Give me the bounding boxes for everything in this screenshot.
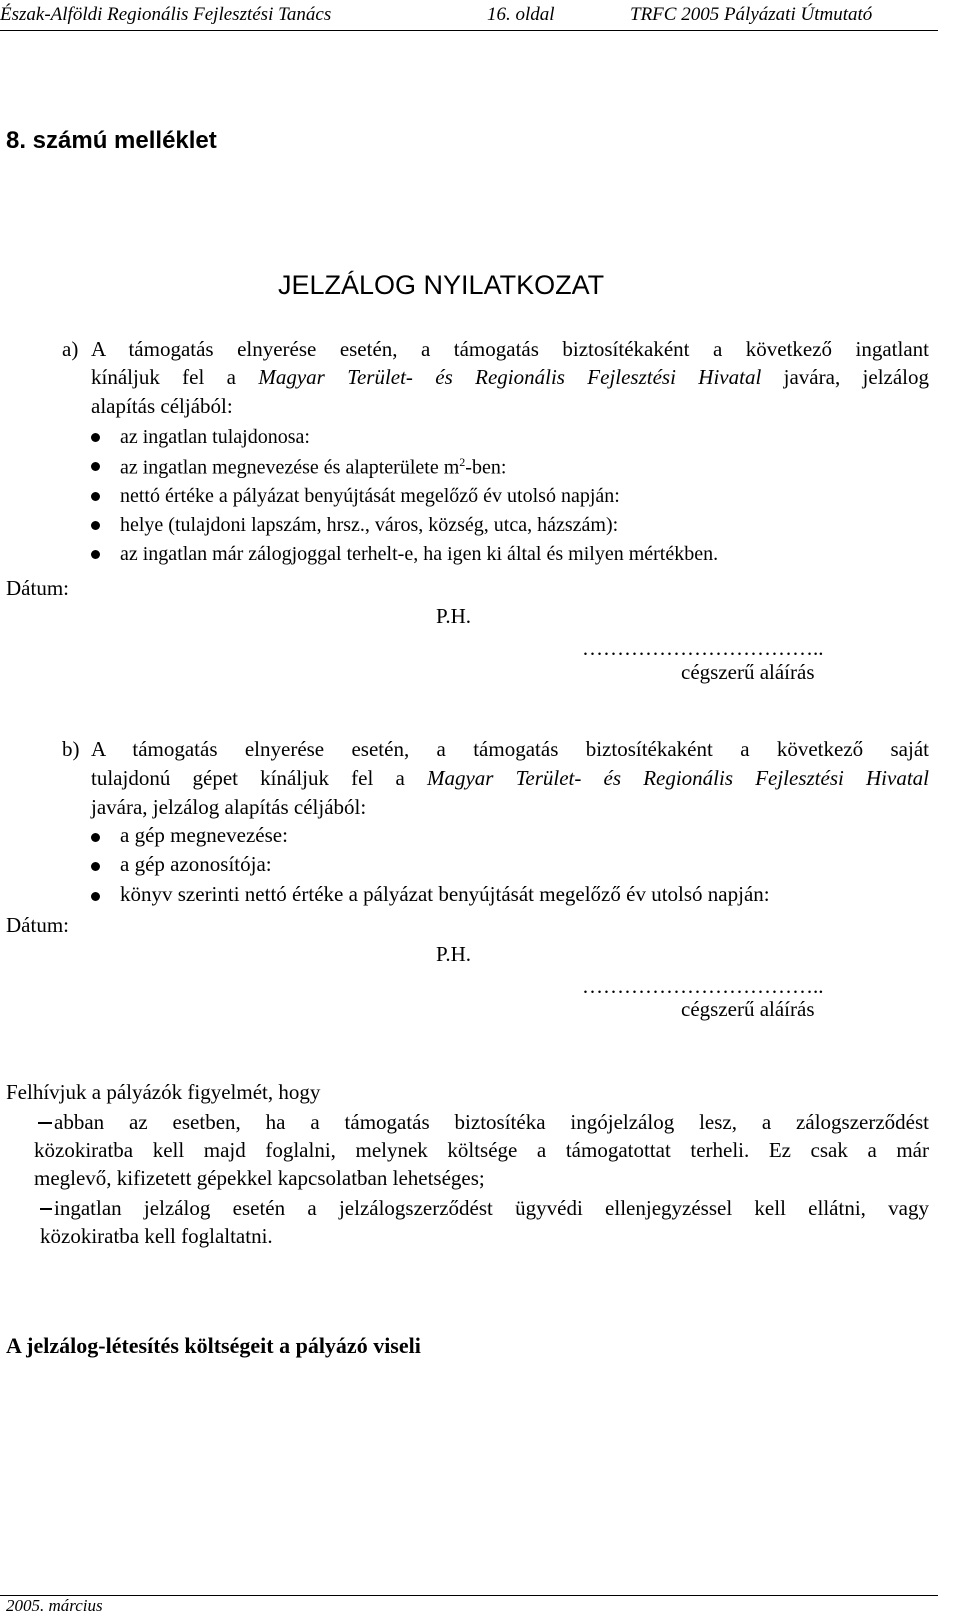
bullet-icon: [91, 521, 100, 530]
section-a-signature-label: cégszerű aláírás: [681, 660, 815, 684]
header-rule: [0, 30, 938, 31]
footer-date: 2005. március: [6, 1596, 103, 1615]
section-b-marker: b): [62, 737, 80, 761]
bullet-icon: [91, 833, 100, 842]
section-b-bullet-id: a gép azonosítója:: [120, 852, 272, 876]
header-left: Észak-Alföldi Regionális Fejlesztési Tanács: [0, 4, 332, 25]
dash-icon: [40, 1208, 52, 1210]
section-a-line2-post: javára, jelzálog: [761, 365, 930, 389]
section-b-bullet-name: a gép megnevezése:: [120, 823, 288, 847]
bullet-name-area-text: az ingatlan megnevezése és alapterülete m: [120, 456, 460, 479]
header-right: TRFC 2005 Pályázati Útmutató: [630, 4, 873, 25]
header-page-number: 16. oldal: [487, 4, 555, 25]
notice-p1-line1: abban az esetben, ha a támogatás biztosítéka ingójelzálog lesz, a zálogszerződést: [54, 1110, 929, 1134]
notice-p2-line2: közokiratba kell foglaltatni.: [40, 1224, 273, 1248]
section-b-signature-label: cégszerű aláírás: [681, 997, 815, 1021]
notice-p1-line2: közokiratba kell majd foglalni, melynek költsége a támogatottat terheli. Ez csak a már: [34, 1138, 929, 1162]
bullet-icon: [91, 892, 100, 901]
section-a-line3: alapítás céljából:: [91, 394, 233, 418]
bullet-icon: [91, 462, 100, 471]
section-a-date-label: Dátum:: [6, 576, 69, 600]
bullet-name-area-suffix: -ben:: [465, 456, 507, 479]
closing-statement: A jelzálog-létesítés költségeit a pályázó viseli: [6, 1333, 421, 1358]
notice-p1-line3: meglevő, kifizetett gépekkel kapcsolatban lehetséges;: [34, 1166, 485, 1190]
section-a-line1: A támogatás elnyerése esetén, a támogatás biztosítékaként a következő ingatlant: [91, 337, 929, 361]
bullet-icon: [91, 550, 100, 559]
section-a-line2: [91, 363, 929, 391]
section-b-line2-pre: tulajdonú gépet kínáljuk fel a: [91, 766, 427, 790]
section-b-bullet-value: könyv szerinti nettó értéke a pályázat benyújtását megelőző év utolsó napján:: [120, 882, 770, 906]
notice-p2-line1: ingatlan jelzálog esetén a jelzálogszerződést ügyvédi ellenjegyzéssel kell ellátni, vagy: [54, 1196, 929, 1220]
section-a-marker: a): [62, 337, 79, 361]
section-a-bullet-value: nettó értéke a pályázat benyújtását megelőző év utolsó napján:: [120, 485, 620, 507]
bullet-icon: [91, 492, 100, 501]
section-a-bullet-location: helye (tulajdoni lapszám, hrsz., város, község, utca, házszám):: [120, 514, 619, 536]
section-a-ph: P.H.: [436, 604, 472, 628]
section-a-signature-line: ……………………………..: [582, 636, 824, 660]
section-b-ph: P.H.: [436, 942, 472, 966]
section-b-signature-line: ……………………………..: [582, 974, 824, 998]
section-a-bullet-owner: az ingatlan tulajdonosa:: [120, 426, 310, 448]
section-b-line3: javára, jelzálog alapítás céljából:: [91, 795, 367, 819]
bullet-icon: [91, 433, 100, 442]
notice-intro: Felhívjuk a pályázók figyelmét, hogy: [6, 1080, 321, 1104]
authority-name-a: Magyar Terület- és Regionális Fejlesztési Hivatal: [258, 365, 762, 389]
superscript: 2: [459, 455, 466, 469]
annex-title: 8. számú melléklet: [6, 127, 217, 154]
dash-icon: [38, 1122, 52, 1124]
footer-rule: [0, 1595, 938, 1596]
section-b-line1: A támogatás elnyerése esetén, a támogatás biztosítékaként a következő saját: [91, 737, 929, 761]
section-a-line2-pre: kínáljuk fel a: [91, 365, 259, 389]
section-b-date-label: Dátum:: [6, 913, 69, 937]
bullet-icon: [91, 862, 100, 871]
section-a-bullet-name-area: [120, 455, 506, 480]
section-b-line2: [91, 764, 929, 792]
authority-name-b: Magyar Terület- és Regionális Fejlesztési Hivatal: [426, 766, 930, 790]
doc-title: JELZÁLOG NYILATKOZAT: [278, 270, 605, 300]
section-a-bullet-lien: az ingatlan már zálogjoggal terhelt-e, ha igen ki által és milyen mértékben.: [120, 543, 719, 565]
